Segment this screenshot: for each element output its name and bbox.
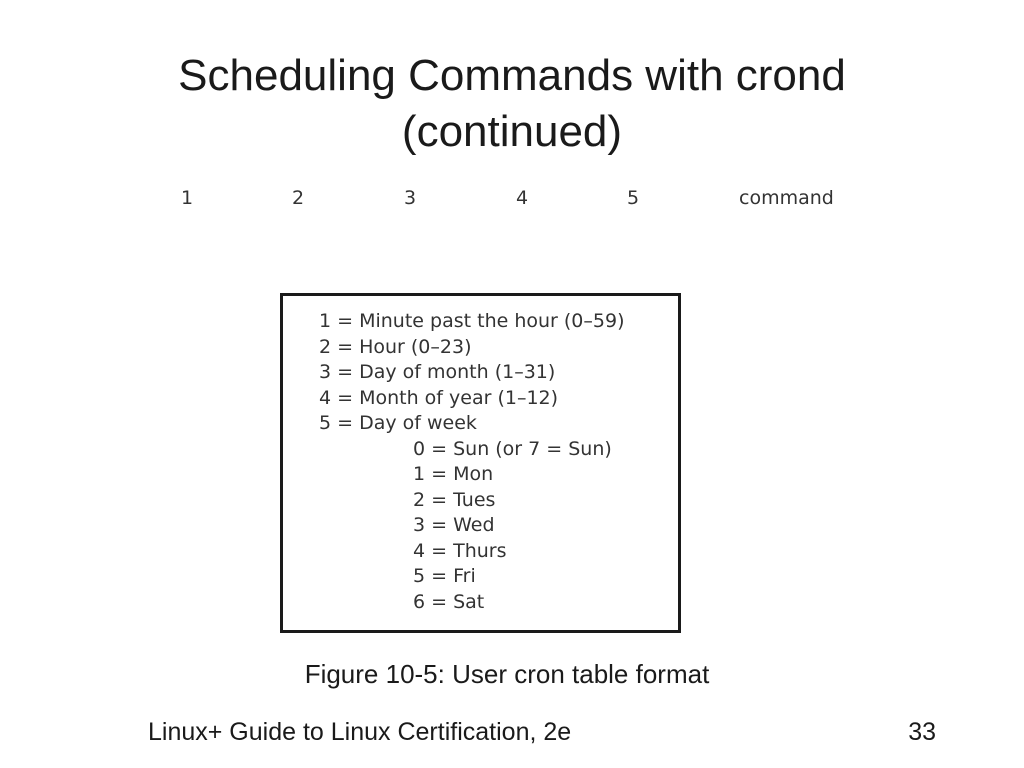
legend-line-thurs: 4 = Thurs (413, 539, 507, 562)
cron-field-4: 4 (516, 187, 529, 209)
legend-line-hour: 2 = Hour (0–23) (319, 335, 472, 358)
footer-page-number: 33 (908, 718, 936, 746)
legend-line-day-of-month: 3 = Day of month (1–31) (319, 361, 556, 383)
cron-field-5: 5 (627, 187, 640, 209)
footer-book-title: Linux+ Guide to Linux Certification, 2e (148, 718, 572, 746)
cron-field-header (0, 186, 1024, 210)
figure-caption: Figure 10-5: User cron table format (304, 659, 710, 689)
legend-line-tues: 2 = Tues (413, 488, 496, 511)
legend-line-day-of-week: 5 = Day of week (319, 412, 477, 434)
cron-legend-box (280, 293, 681, 633)
legend-line-wed: 3 = Wed (413, 514, 495, 536)
slide-title-line-1: Scheduling Commands with crond (178, 51, 846, 100)
slide-title (0, 48, 1024, 160)
legend-line-mon: 1 = Mon (413, 463, 494, 485)
legend-line-minute: 1 = Minute past the hour (0–59) (319, 310, 625, 332)
slide-title-line-2: (continued) (401, 107, 623, 156)
legend-line-sat: 6 = Sat (413, 590, 485, 613)
legend-line-sun: 0 = Sun (or 7 = Sun) (413, 437, 612, 460)
legend-line-fri: 5 = Fri (413, 565, 476, 587)
cron-field-3: 3 (404, 187, 417, 209)
cron-field-command: command (739, 187, 834, 209)
cron-legend-list (319, 309, 624, 615)
cron-field-1: 1 (181, 187, 194, 209)
legend-line-month-of-year: 4 = Month of year (1–12) (319, 386, 559, 409)
cron-field-2: 2 (292, 187, 305, 209)
